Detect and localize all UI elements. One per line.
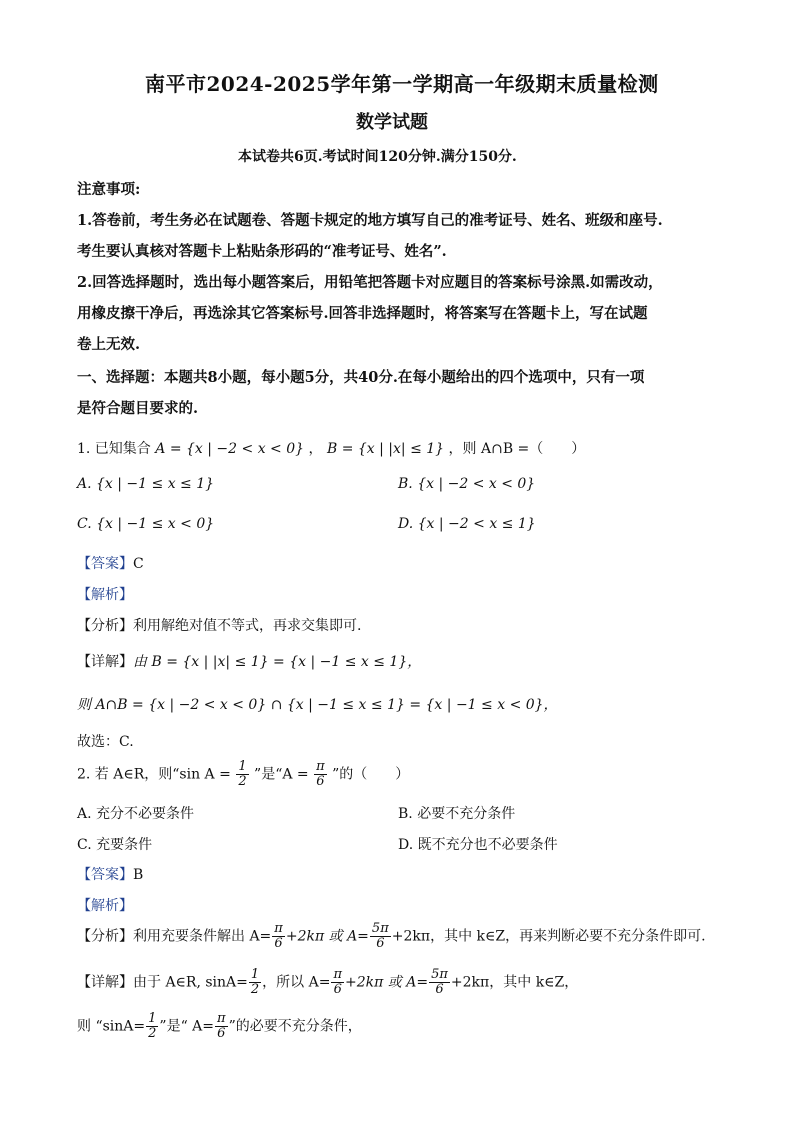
- q2-xj-d: +2kπ，其中 k∈Z，: [450, 974, 579, 991]
- q2-fenxi-frac2: [370, 922, 391, 951]
- q2-fenxi-c: +2kπ，其中 k∈Z，再来判断必要不充分条件即可.: [391, 928, 706, 945]
- q2-fenxi-a: 利用充要条件解出 A=: [133, 928, 272, 945]
- q1-prefix: 1. 已知集合: [77, 441, 151, 457]
- q2-then-a: 则 “sinA=: [77, 1018, 146, 1035]
- q1-stem: [77, 438, 585, 458]
- q2-xj-frac2: [331, 968, 344, 997]
- note-2c: 卷上无效.: [77, 336, 141, 353]
- answer-tag: 【答案】: [77, 556, 133, 572]
- q2-xj-c: +2kπ 或 A=: [345, 974, 429, 991]
- q2-analysis-tag: 【解析】: [77, 898, 133, 914]
- q2-prefix: 2. 若 A∈R，则“sin A =: [77, 766, 231, 783]
- q2-answer-value: B: [133, 867, 144, 883]
- q1-xiangjie-text: 由 B = {x | |x| ≤ 1} = {x | −1 ≤ x ≤ 1}，: [133, 654, 422, 670]
- frac-den: 6: [217, 1026, 226, 1041]
- q2-then-b: ”是“ A=: [159, 1018, 215, 1035]
- q1-set-b: B = {x | |x| ≤ 1}: [326, 441, 445, 457]
- frac-num: 1: [238, 759, 247, 774]
- q2-option-d: D. 既不充分也不必要条件: [398, 837, 558, 853]
- q2-then: [77, 1012, 362, 1041]
- q1-option-a: A. {x | −1 ≤ x ≤ 1}: [77, 476, 215, 492]
- frac-num: 1: [250, 967, 260, 982]
- frac-num: π: [217, 1011, 226, 1026]
- q1-xiangjie: [77, 651, 421, 671]
- q2-stem: [77, 760, 409, 789]
- frac-den: 6: [435, 982, 444, 997]
- frac-num: π: [333, 967, 343, 982]
- q1-comma: ，: [308, 441, 323, 457]
- note-1b: 考生要认真核对答题卡上粘贴条形码的“准考证号、姓名”.: [77, 243, 447, 260]
- fenxi-tag: 【分析】: [77, 928, 133, 945]
- xiangjie-tag: 【详解】: [77, 974, 133, 991]
- frac-den: 2: [250, 982, 260, 997]
- frac-num: 1: [148, 1011, 157, 1026]
- exam-title: 南平市2024-2025学年第一学期高一年级期末质量检测: [145, 72, 659, 96]
- note-2a: 2.回答选择题时，选出每小题答案后，用铅笔把答题卡对应题目的答案标号涂黑.如需改动，: [77, 274, 663, 291]
- q2-option-b: B. 必要不充分条件: [398, 806, 516, 822]
- frac-den: 6: [376, 936, 385, 951]
- q2-option-a: A. 充分不必要条件: [77, 806, 195, 822]
- frac-num: 5π: [431, 967, 448, 982]
- note-1a: 1.答卷前，考生务必在试题卷、答题卡规定的地方填写自己的准考证号、姓名、班级和座号.: [77, 212, 663, 229]
- q1-answer-value: C: [133, 556, 144, 572]
- frac-num: π: [274, 921, 283, 936]
- exam-info: 本试卷共6页.考试时间120分钟.满分150分.: [238, 149, 517, 165]
- q1-option-d: D. {x | −2 < x ≤ 1}: [398, 516, 536, 532]
- q1-fenxi: [77, 615, 361, 635]
- q2-fenxi-b: +2kπ 或 A=: [285, 928, 369, 945]
- q2-xj-b: ，所以 A=: [262, 974, 331, 991]
- q1-then: 则 A∩B = {x | −2 < x < 0} ∩ {x | −1 ≤ x ≤ 1} = {x | −1 ≤ x < 0}，: [77, 697, 558, 713]
- q1-ask: ，则 A∩B =（ ）: [448, 441, 586, 457]
- q2-then-frac1: [146, 1012, 158, 1041]
- q1-set-a: A = {x | −2 < x < 0}: [155, 441, 305, 457]
- q2-xiangjie: [77, 968, 578, 997]
- answer-tag: 【答案】: [77, 867, 133, 883]
- q2-fenxi-frac1: [272, 922, 285, 951]
- notes-heading: 注意事项:: [77, 181, 141, 198]
- xiangjie-tag: 【详解】: [77, 654, 133, 670]
- q2-then-c: ”的必要不充分条件，: [228, 1018, 362, 1035]
- frac-den: 6: [333, 982, 342, 997]
- q1-option-c: C. {x | −1 ≤ x < 0}: [77, 516, 215, 532]
- q2-xj-frac1: [249, 968, 261, 997]
- q1-option-b: B. {x | −2 < x < 0}: [398, 476, 536, 492]
- q2-mid: ”是“A =: [254, 766, 309, 783]
- q2-then-frac2: [215, 1012, 228, 1041]
- q1-answer: [77, 553, 144, 573]
- section1-heading-a: 一、选择题：本题共8小题，每小题5分，共40分.在每小题给出的四个选项中，只有一项: [77, 369, 645, 386]
- q1-fenxi-text: 利用解绝对值不等式，再求交集即可.: [133, 618, 362, 634]
- frac-den: 6: [274, 936, 283, 951]
- frac-den: 2: [238, 774, 247, 789]
- q1-analysis-tag: 【解析】: [77, 587, 133, 603]
- frac-den: 6: [316, 774, 325, 789]
- subject-title: 数学试题: [356, 112, 428, 133]
- frac-num: 5π: [371, 921, 389, 936]
- q1-choose: 故选：C.: [77, 734, 134, 750]
- frac-den: 2: [148, 1026, 157, 1041]
- q2-answer: [77, 864, 143, 884]
- q2-frac-pi6: [314, 760, 327, 789]
- fenxi-tag: 【分析】: [77, 618, 133, 634]
- q2-xj-a: 由于 A∈R, sinA=: [133, 974, 248, 991]
- q2-frac-half: [236, 760, 248, 789]
- frac-num: π: [316, 759, 325, 774]
- q2-xj-frac3: [429, 968, 450, 997]
- q2-fenxi: [77, 922, 706, 951]
- section1-heading-b: 是符合题目要求的.: [77, 400, 199, 417]
- q2-option-c: C. 充要条件: [77, 837, 153, 853]
- note-2b: 用橡皮擦干净后，再选涂其它答案标号.回答非选择题时，将答案写在答题卡上，写在试题: [77, 305, 648, 322]
- q2-suffix: ”的（ ）: [332, 766, 410, 783]
